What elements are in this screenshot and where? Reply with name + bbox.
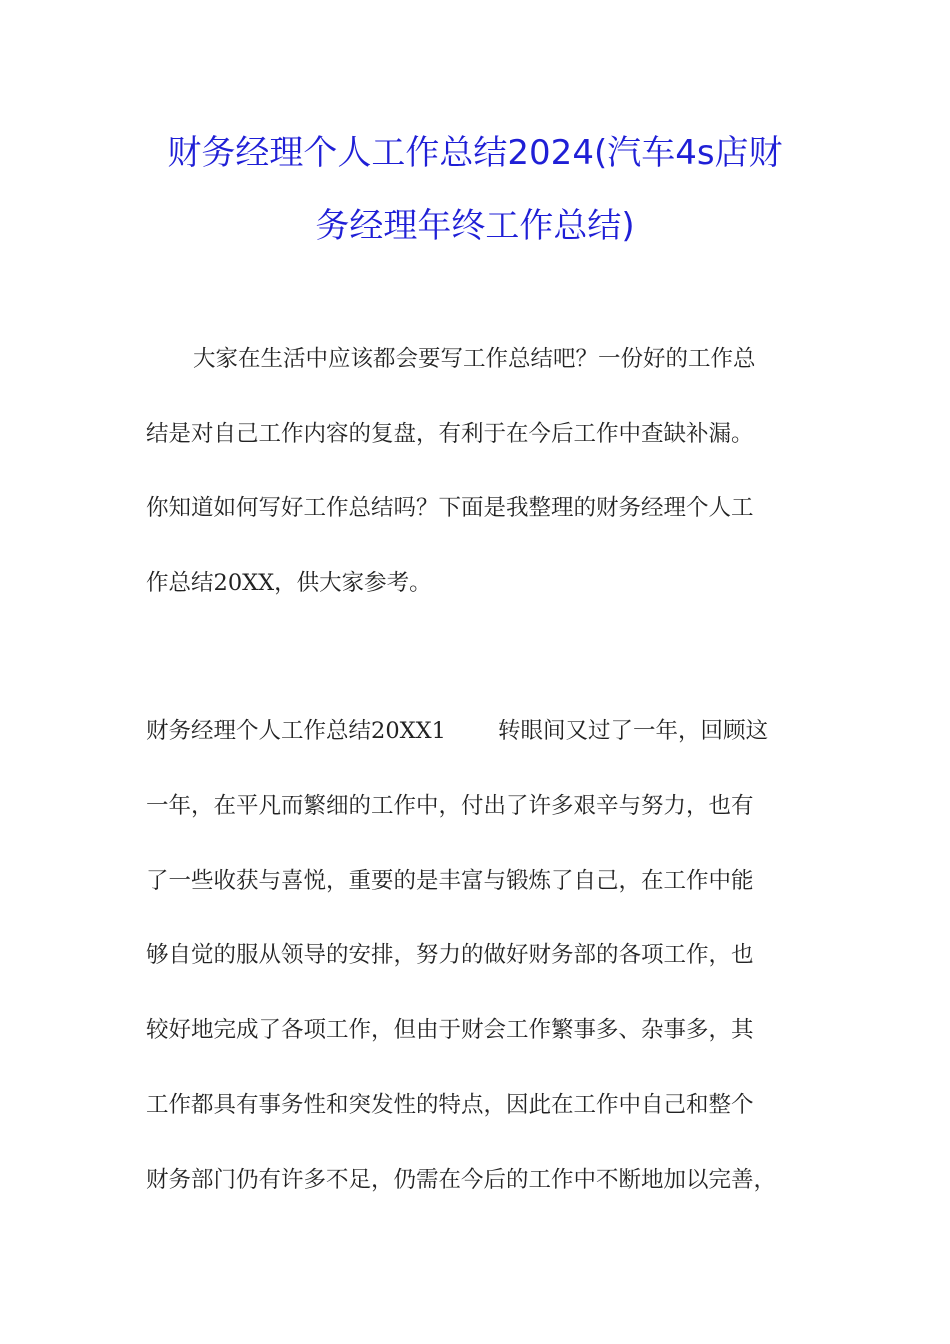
section-1-body-start: 转眼间又过了一年，回顾这 bbox=[497, 718, 768, 744]
intro-paragraph-line-2: 结是对自己工作内容的复盘，有利于在今后工作中查缺补漏。 bbox=[146, 421, 754, 447]
document-title-line-2: 务经理年终工作总结) bbox=[315, 206, 635, 246]
intro-paragraph-line-3: 你知道如何写好工作总结吗？下面是我整理的财务经理个人工 bbox=[146, 495, 754, 521]
intro-paragraph-line-1: 大家在生活中应该都会要写工作总结吧？一份好的工作总 bbox=[193, 346, 756, 372]
section-1-body-line-1: 一年，在平凡而繁细的工作中，付出了许多艰辛与努力，也有 bbox=[146, 793, 754, 819]
section-1-body-line-5: 工作都具有事务性和突发性的特点，因此在工作中自己和整个 bbox=[146, 1092, 754, 1118]
section-1-body-line-2: 了一些收获与喜悦，重要的是丰富与锻炼了自己，在工作中能 bbox=[146, 868, 754, 894]
section-1-body-line-3: 够自觉的服从领导的安排，努力的做好财务部的各项工作，也 bbox=[146, 942, 754, 968]
section-1-first-line bbox=[146, 717, 768, 745]
intro-paragraph-line-4: 作总结20XX，供大家参考。 bbox=[146, 570, 432, 596]
section-1-body-line-6: 财务部门仍有许多不足，仍需在今后的工作中不断地加以完善， bbox=[146, 1167, 777, 1193]
section-1-heading: 财务经理个人工作总结20XX1 bbox=[146, 718, 446, 744]
document-title-line-1: 财务经理个人工作总结2024(汽车4s店财 bbox=[167, 133, 783, 173]
section-1-body-line-4: 较好地完成了各项工作，但由于财会工作繁事多、杂事多，其 bbox=[146, 1017, 754, 1043]
